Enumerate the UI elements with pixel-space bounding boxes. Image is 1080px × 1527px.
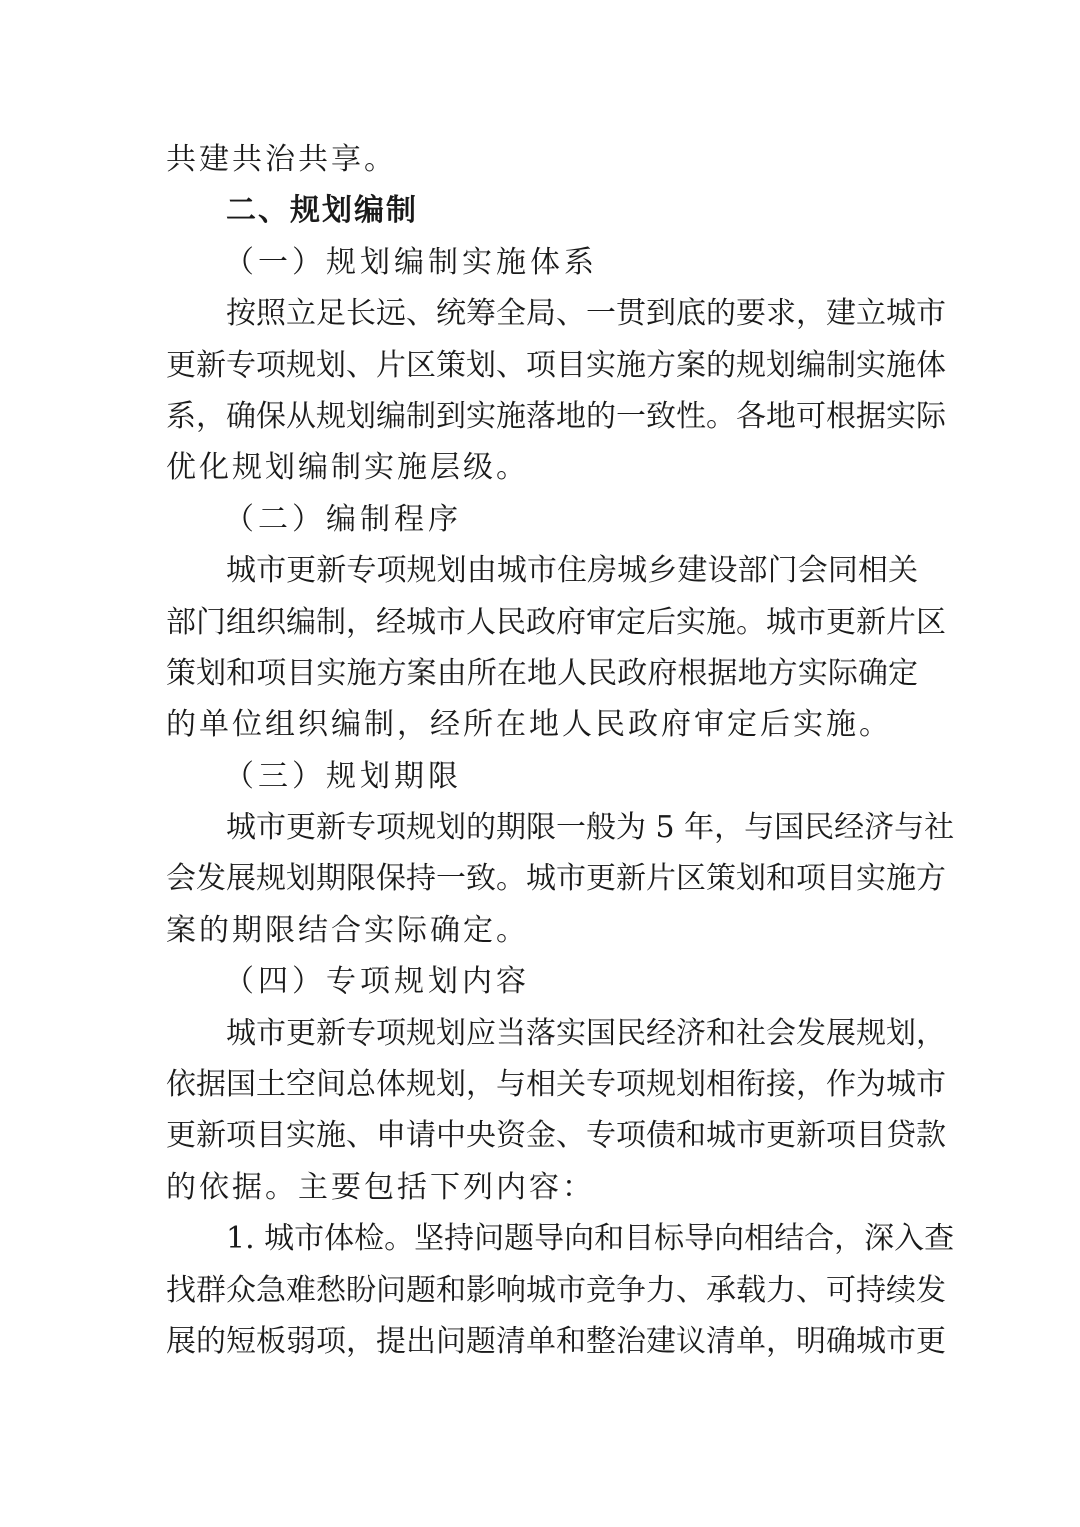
paragraph-line: 的依据。主要包括下列内容：: [166, 1169, 595, 1205]
paragraph-line: 更新项目实施、申请中央资金、专项债和城市更新项目贷款: [166, 1118, 946, 1154]
paragraph-line: 城市更新专项规划的期限一般为 5 年，与国民经济与社: [226, 810, 955, 846]
paragraph-line: 按照立足长远、统筹全局、一贯到底的要求，建立城市: [226, 296, 946, 332]
subsection-heading: （四）专项规划内容: [224, 964, 530, 1000]
paragraph-line: 会发展规划期限保持一致。城市更新片区策划和项目实施方: [166, 861, 946, 897]
subsection-heading: （二）编制程序: [224, 501, 462, 537]
paragraph-line: 展的短板弱项，提出问题清单和整治建议清单，明确城市更: [166, 1323, 946, 1359]
document-page: [166, 134, 955, 1367]
section-heading: 二、规划编制: [226, 193, 418, 229]
paragraph-line: 系，确保从规划编制到实施落地的一致性。各地可根据实际: [166, 398, 946, 434]
subsection-heading: （三）规划期限: [224, 758, 462, 794]
paragraph-line: 部门组织编制，经城市人民政府审定后实施。城市更新片区: [166, 604, 946, 640]
paragraph-line: 的单位组织编制，经所在地人民政府审定后实施。: [166, 707, 892, 743]
paragraph-line: 案的期限结合实际确定。: [166, 912, 529, 948]
paragraph-line: 优化规划编制实施层级。: [166, 450, 529, 486]
paragraph-line: 1. 城市体检。坚持问题导向和目标导向相结合，深入查: [226, 1221, 955, 1257]
paragraph-line: 共建共治共享。: [166, 142, 397, 177]
subsection-heading: （一）规划编制实施体系: [224, 244, 598, 280]
paragraph-line: 策划和项目实施方案由所在地人民政府根据地方实际确定: [166, 655, 918, 691]
paragraph-line: 更新专项规划、片区策划、项目实施方案的规划编制实施体: [166, 347, 946, 383]
paragraph-line: 城市更新专项规划应当落实国民经济和社会发展规划，: [226, 1015, 946, 1051]
paragraph-line: 城市更新专项规划由城市住房城乡建设部门会同相关: [226, 553, 918, 589]
paragraph-line: 依据国土空间总体规划，与相关专项规划相衔接，作为城市: [166, 1067, 946, 1103]
paragraph-line: 找群众急难愁盼问题和影响城市竞争力、承载力、可持续发: [166, 1272, 946, 1308]
